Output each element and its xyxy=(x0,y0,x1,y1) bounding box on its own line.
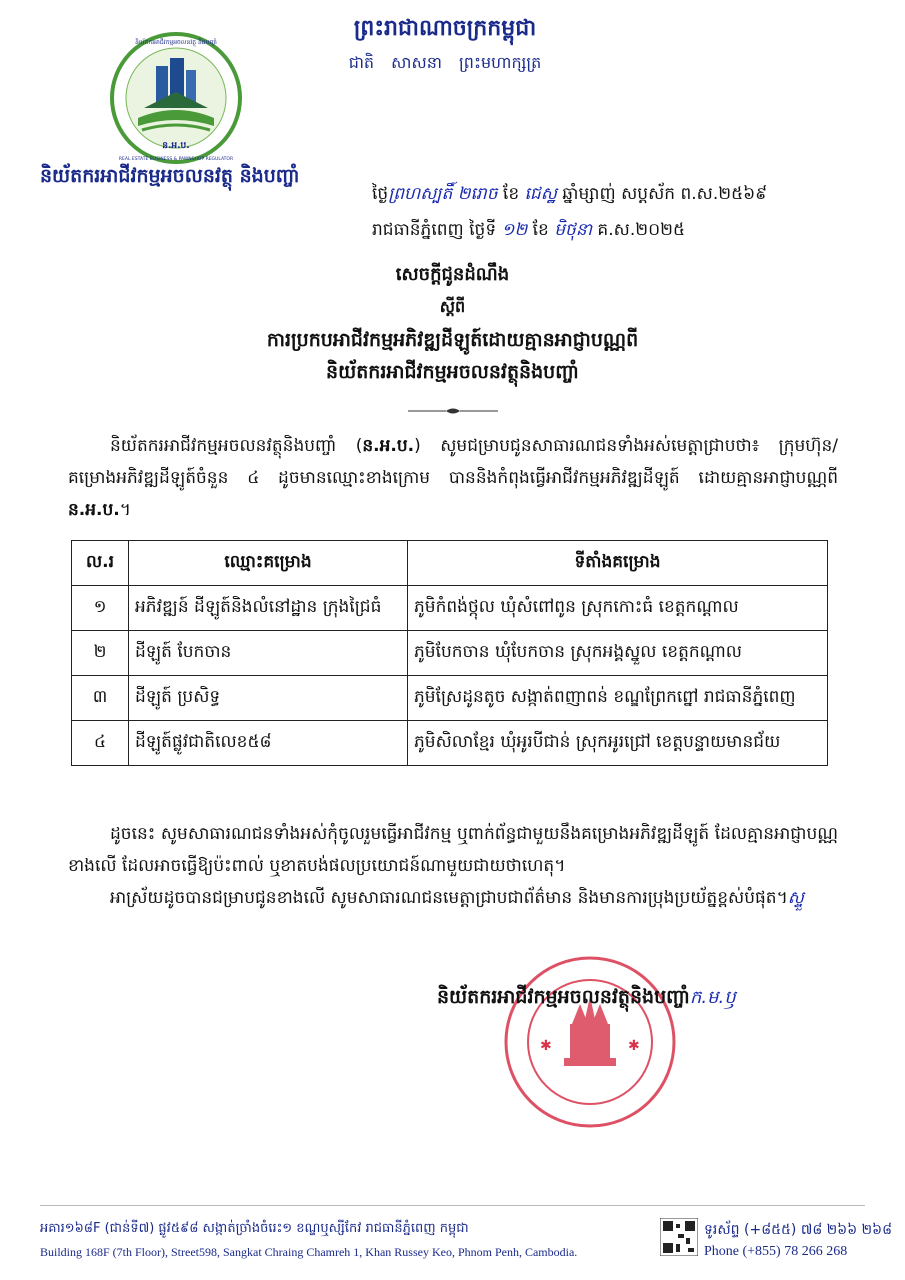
row-project-name: អភិវឌ្ឍន៍ ដីឡូត៍និងលំនៅដ្ឋាន ក្រុងជ្រៃធំ xyxy=(129,586,408,631)
row-project-name: ដីឡូត៍ ប្រសិទ្ធ xyxy=(129,676,408,721)
intro-paragraph xyxy=(68,430,838,526)
header-project-name: ឈ្មោះគម្រោង xyxy=(129,541,408,586)
svg-text:✱: ✱ xyxy=(628,1038,640,1054)
header-location: ទីតាំងគម្រោង xyxy=(408,541,828,586)
table-row xyxy=(72,586,828,631)
qr-code-icon xyxy=(660,1218,698,1256)
notice-title: សេចក្តីជូនដំណឹង xyxy=(395,264,510,285)
row-project-name: ដីឡូត៍ បែកចាន xyxy=(129,631,408,676)
projects-table xyxy=(71,540,828,766)
closing-text: អាស្រ័យដូចបានជម្រាបជូនខាងលើ សូមសាធារណជនមេត្តាជ្រាបជាព័ត៌មាន និងមានការប្រុងប្រយ័ត្នខ្ពស់បំផុត។ xyxy=(110,888,788,908)
handwritten-month: មិថុនា xyxy=(554,220,593,240)
official-seal-stamp xyxy=(500,952,680,1132)
handwritten-day: ១២ xyxy=(501,220,528,240)
intro-end: ។ xyxy=(119,500,131,520)
logo-acronym: ន.អ.ប. xyxy=(162,141,190,151)
footer-address-english: Building 168F (7th Floor), Street598, Sangkat Chraing Chamreh 1, Khan Russey Keo, Phnom Penh, Cambodia. xyxy=(40,1245,578,1259)
date-year-2: គ.ស.២០២៥ xyxy=(592,220,686,240)
date-month-label-2: ខែ xyxy=(527,220,555,240)
organization-logo xyxy=(108,30,244,166)
footer-phone-english: Phone (+855) 78 266 268 xyxy=(704,1244,848,1259)
table-row xyxy=(72,676,828,721)
logo-top-text: និយ័តករអាជីវកម្មអចលនវត្ថុ និងបញ្ចាំ xyxy=(135,39,217,46)
row-location: ភូមិកំពង់ថ្កុល ឃុំសំពៅពូន ស្រុកកោះធំ ខេត្តកណ្តាល xyxy=(408,586,828,631)
notice-subject-line2: និយ័តករអាជីវកម្មអចលនវត្ថុនិងបញ្ចាំ xyxy=(326,361,579,383)
lunar-date-line xyxy=(372,183,767,208)
logo-bottom-text: REAL ESTATE BUSINESS & PAWNSHOP REGULATOR xyxy=(118,157,234,162)
intro-abbr-2: ន.អ.ប. xyxy=(68,500,120,520)
date-year: ឆ្នាំម្សាញ់ សប្តស័ក ព.ស.២៥៦៩ xyxy=(556,184,768,204)
date-place: រាជធានីភ្នំពេញ ថ្ងៃទី xyxy=(372,220,502,240)
warning-paragraph xyxy=(68,818,838,882)
row-location: ភូមិបែកចាន ឃុំបែកចាន ស្រុកអង្គស្នួល ខេត្តកណ្តាល xyxy=(408,631,828,676)
warning-text: ដូចនេះ សូមសាធារណជនទាំងអស់កុំចូលរួមធ្វើអាជីវកម្ម ឬពាក់ព័ន្ធជាមួយនឹងគម្រោងអភិវឌ្ឍដីឡូត៍ ដែលគ្មានអាជ្ញាបណ្ណខាងលើ ដែលអាចធ្វើឱ្យប៉ះពាល់ ឬខាតបង់ផលប្រយោជន៍ណាមួយជាយថាហេតុ។ xyxy=(68,824,838,876)
handwritten-lunar-day: ព្រហស្បតិ៍ ២រោច xyxy=(388,184,498,204)
footer-phone-khmer: ទូរស័ព្ទ (+៨៥៥) ៧៨ ២៦៦ ២៦៨ xyxy=(704,1222,892,1238)
intro-text-a: និយ័តករអាជីវកម្មអចលនវត្ថុនិងបញ្ចាំ ( xyxy=(110,436,363,456)
footer-address-khmer: អគារ១៦៨F (ជាន់ទី៧) ផ្លូវ៥៩៨ សង្កាត់ច្រាំងចំរេះ១ ខណ្ឌឬស្សីកែវ រាជធានីភ្នំពេញ កម្ពុជា xyxy=(40,1221,469,1236)
handwritten-initial: ស្ទួ xyxy=(787,888,804,908)
org-name-header: និយ័តករអាជីវកម្មអចលនវត្ថុ និងបញ្ចាំ xyxy=(40,165,300,187)
row-no: ២ xyxy=(72,631,129,676)
national-motto: ជាតិ សាសនា ព្រះមហាក្សត្រ xyxy=(348,53,542,72)
signatory-organization xyxy=(437,985,736,1013)
table-row xyxy=(72,721,828,766)
table-header-row xyxy=(72,541,828,586)
row-no: ៤ xyxy=(72,721,129,766)
date-month-label: ខែ xyxy=(497,184,525,204)
row-project-name: ដីឡូត៍ផ្លូវជាតិលេខ៥៨ xyxy=(129,721,408,766)
footer-divider xyxy=(40,1205,865,1206)
kingdom-title: ព្រះរាជាណាចក្រកម្ពុជា xyxy=(353,16,537,41)
row-no: ១ xyxy=(72,586,129,631)
handwritten-lunar-month: ជេស្ឋ xyxy=(524,184,557,204)
svg-text:✱: ✱ xyxy=(540,1038,552,1054)
signatory-name: និយ័តករអាជីវកម្មអចលនវត្ថុនិងបញ្ចាំ xyxy=(437,986,690,1008)
intro-abbr: ន.អ.ប. xyxy=(362,436,415,456)
date-prefix: ថ្ងៃ xyxy=(372,184,389,204)
intro-text-b: ) សូមជម្រាបជូនសាធារណជនទាំងអស់មេត្តាជ្រាបថា៖ ក្រុមហ៊ុន/គម្រោងអភិវឌ្ឍដីឡូត៍ចំនួន ៤ ដូចមានឈ្មោះខាងក្រោម បាននិងកំពុងធ្វើអាជីវកម្មអភិវឌ្ឍដីឡូត៍ ដោយគ្មានអាជ្ញាបណ្ណពី xyxy=(68,436,838,488)
notice-subject-label: ស្តីពី xyxy=(439,297,466,316)
ornamental-divider xyxy=(406,401,500,411)
table-row xyxy=(72,631,828,676)
notice-subject-line1: ការប្រកបអាជីវកម្មអភិវឌ្ឍដីឡូត៍ដោយគ្មានអាជ្ញាបណ្ណពី xyxy=(266,329,639,351)
row-location: ភូមិសិលាខ្មែរ ឃុំអូរបីជាន់ ស្រុកអូរជ្រៅ ខេត្តបន្ទាយមានជ័យ xyxy=(408,721,828,766)
row-location: ភូមិស្រែដូនតូច សង្កាត់ពញាពន់ ខណ្ឌព្រែកព្នៅ រាជធានីភ្នំពេញ xyxy=(408,676,828,721)
row-no: ៣ xyxy=(72,676,129,721)
handwritten-signature-mark: ក.ម.ឫ xyxy=(689,987,736,1008)
header-no: ល.រ xyxy=(72,541,129,586)
gregorian-date-line xyxy=(372,219,685,244)
closing-paragraph xyxy=(68,882,838,914)
